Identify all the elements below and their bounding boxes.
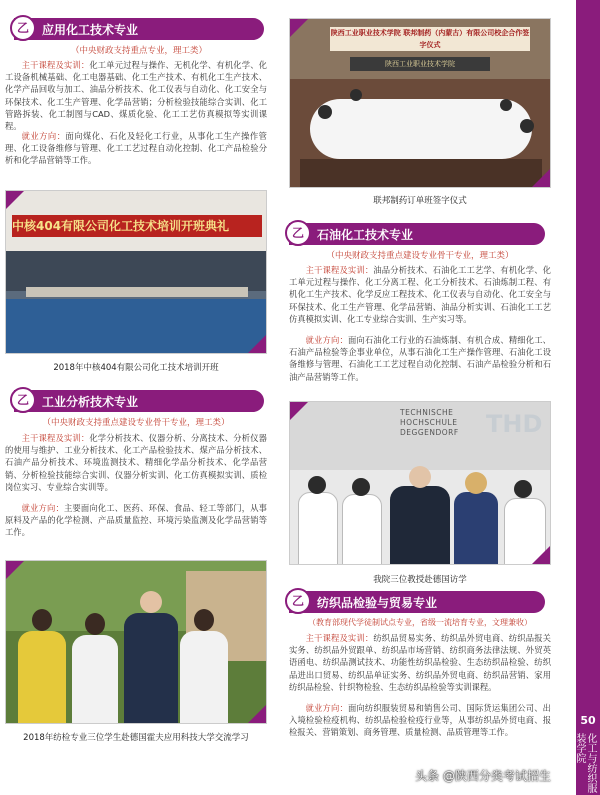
- right-sidebar: [576, 0, 600, 795]
- page-number: 50: [580, 714, 596, 727]
- section-header-textile-trade: [289, 591, 545, 613]
- school-logo-icon: 乙: [10, 15, 36, 41]
- photo-students-germany: [5, 560, 267, 724]
- section-courses: 主干课程及实训：化学分析技术、仪器分析、分离技术、分析仪器的使用与维护、工业分析技术、化工产品检验技术、煤产品分析技术、石油产品分析技术、环境监测技术、精细化学品分析技术、化学品营销、分析检验技能综合实训、仪器分析实训、化工仿真模拟实训、质检岗位实习、专业综合实训等。: [5, 433, 267, 492]
- section-header-industrial-analysis: [14, 390, 264, 412]
- section-jobs: 就业方向：面向煤化、石化及轻化工行业，从事化工生产操作管理、化工设备维修与管理、化工工艺过程自动化控制、化工产品检验分析和化学品营销等工作。: [5, 131, 267, 166]
- section-tag: （教育部现代学徒制试点专业，省级一流培育专业，文理兼收）: [308, 618, 532, 627]
- section-courses: 主干课程及实训：纺织品贸易实务、纺织品外贸电商、纺织品报关实务、纺织品外贸跟单、纺织品市场营销、纺织商务法律法规、外贸英语函电、纺织品测试技术、功能性纺织品检验、生态纺织品检验、纺织品进出口贸易、纺织品单证实务、纺织品外贸电商、纺织品营销、家用纺织品检验、针织物检验、生态纺织品检验等实训课程。: [289, 633, 551, 692]
- photo-caption: 2018年纺检专业三位学生赴德国霍夫应用科技大学交流学习: [23, 733, 249, 743]
- school-logo-icon: 乙: [10, 387, 36, 413]
- thd-logo: THD: [486, 410, 543, 438]
- university-wall-text: TECHNISCHE HOCHSCHULE DEGGENDORF: [400, 408, 459, 437]
- ceremony-wall-text: 陕西工业职业技术学院: [350, 57, 490, 71]
- section-title: 应用化工技术专业: [42, 23, 139, 37]
- section-title: 石油化工技术专业: [317, 228, 414, 242]
- training-banner: 中核404有限公司化工技术培训开班典礼: [12, 215, 262, 237]
- section-jobs: 就业方向：面向纺织服装贸易和销售公司、国际货运集团公司、出入境检验检疫机构、纺织品检验检疫行业等，从事纺织品外贸电商、报检报关、营销策划、商务管理、质量检测、品质管理等工作。: [289, 703, 551, 738]
- section-courses: 主干课程及实训：化工单元过程与操作、无机化学、有机化学、化工设备机械基础、化工电器基础、化工生产技术、有机化工生产技术、化学产品回收与加工、油品分析技术、化工仪表与自动化、化工安全与环保技术、化工生产管理、化学品营销；分析检验技能综合实训、化工管路拆装、化工制图与CAD、煤质化验、化工工艺仿真模拟等实训课程。: [5, 60, 267, 132]
- section-title: 工业分析技术专业: [42, 395, 139, 409]
- section-tag: （中央财政支持重点建设专业骨干专业，理工类）: [42, 418, 230, 428]
- section-jobs: 就业方向：面向石油化工行业的石油炼制、有机合成、精细化工、石油产品检验等企事业单位，从事石油化工生产操作管理、石油化工设备维修与管理、石油化工工艺过程自动化控制、石油产品检验分析和石油产品营销等工作。: [289, 335, 551, 382]
- school-logo-icon: 乙: [285, 588, 311, 614]
- section-title: 纺织品检验与贸易专业: [317, 596, 438, 610]
- photo-signing-ceremony: [289, 18, 551, 188]
- school-logo-icon: 乙: [285, 220, 311, 246]
- photo-caption: 我院三位教授赴德国访学: [373, 575, 467, 585]
- photo-404-training: [5, 190, 267, 354]
- sidebar-label: 化工与纺织服装学院: [574, 733, 596, 793]
- photo-caption: 2018年中核404有限公司化工技术培训开班: [53, 363, 219, 373]
- ceremony-banner: 陕西工业职业技术学院 联邦制药（内蒙古）有限公司校企合作签字仪式: [330, 29, 530, 49]
- section-header-petro-chem: [289, 223, 545, 245]
- photo-germany-visit: [289, 401, 551, 565]
- section-tag: （中央财政支持重点专业，理工类）: [70, 46, 207, 56]
- photo-caption: 联邦制药订单班签字仪式: [373, 196, 467, 206]
- section-header-applied-chem: [14, 18, 264, 40]
- section-courses: 主干课程及实训：油品分析技术、石油化工工艺学、有机化学、化工单元过程与操作、化工分离工程、化工分析技术、石油炼制工程、有机化工生产技术、化学反应工程技术、化工仪表与自动化、化工安全与环保技术、化工生产管理、化学品营销、油品分析实训、石油化工工艺仿真模拟实训、化工专业综合实训、生产实习等。: [289, 265, 551, 324]
- section-jobs: 就业方向：主要面向化工、医药、环保、食品、轻工等部门，从事原料及产品的化学检测、产品质量监控、环境污染监测及化学品营销等工作。: [5, 503, 267, 538]
- source-watermark: 头条 @陕西分类考试招生: [415, 769, 551, 783]
- section-tag: （中央财政支持重点建设专业骨干专业，理工类）: [326, 251, 514, 261]
